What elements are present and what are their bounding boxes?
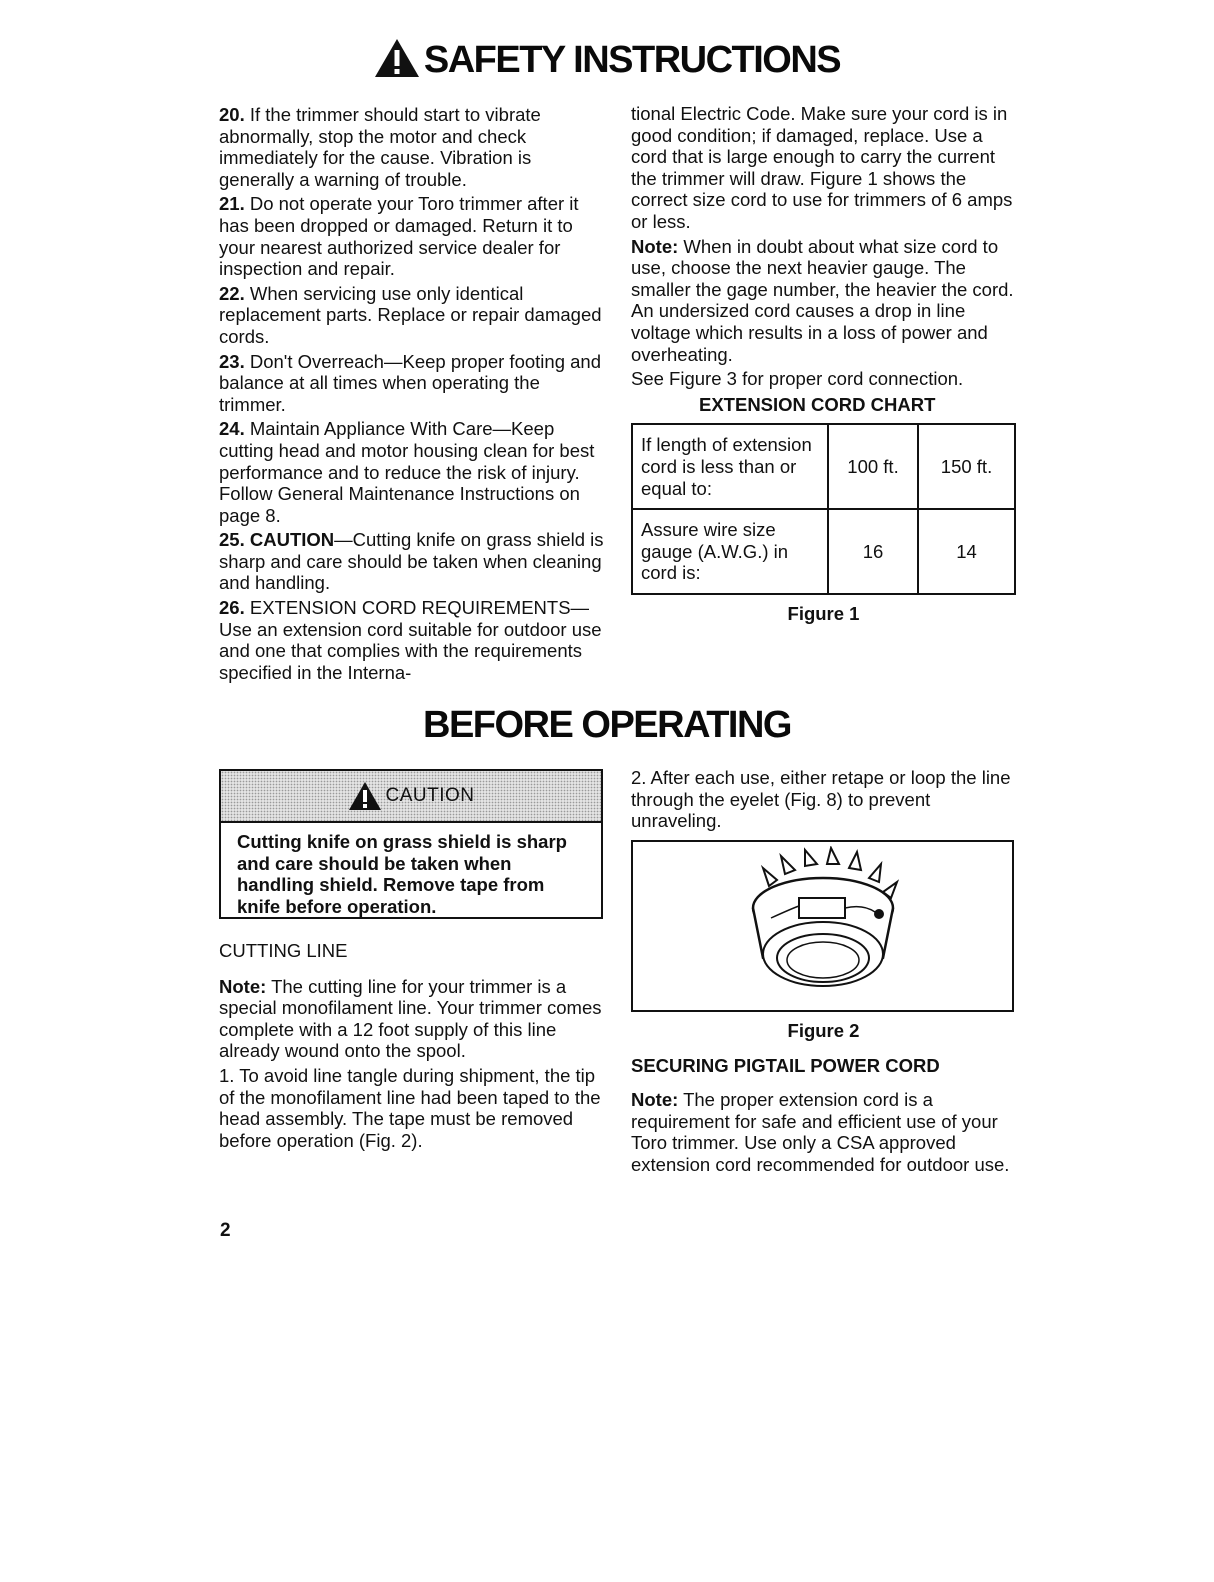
safety-item-23: 23. Don't Overreach—Keep proper footing and balance at all times when operating the trimmer. bbox=[219, 350, 601, 415]
table-row bbox=[632, 424, 1015, 509]
caution-label: CAUTION bbox=[385, 785, 475, 806]
step-1: 1. To avoid line tangle during shipment, the tip of the monofilament line had been taped to the head assembly. The tape must be removed before operation (Fig. 2). bbox=[219, 1064, 601, 1151]
cutting-line-heading: CUTTING LINE bbox=[219, 940, 348, 961]
before-right-column bbox=[631, 767, 1016, 1178]
before-operating-heading: BEFORE OPERATING bbox=[423, 704, 791, 746]
extension-cord-chart-title: EXTENSION CORD CHART bbox=[699, 393, 936, 415]
safety-item-24: 24. Maintain Appliance With Care—Keep cutting head and motor housing clean for best performance and to reduce the risk of injury. Follow General Maintenance Instructions on page 8. bbox=[219, 418, 595, 526]
figure-2-frame bbox=[631, 840, 1014, 1012]
safety-title: SAFETY INSTRUCTIONS bbox=[423, 39, 841, 81]
safety-item-26: 26. EXTENSION CORD REQUIREMENTS—Use an extension cord suitable for outdoor use and one that complies with the requirements specified in the Interna- bbox=[219, 597, 602, 683]
extension-cord-table bbox=[631, 423, 1016, 595]
table-cell-gauge-label: Assure wire size gauge (A.W.G.) in cord is: bbox=[632, 509, 828, 594]
see-figure-3: See Figure 3 for proper cord connection. bbox=[631, 368, 964, 390]
table-cell-length-100: 100 ft. bbox=[828, 424, 918, 509]
caution-text: Cutting knife on grass shield is sharp and care should be taken when handling shield. Remove tape from knife before operation. bbox=[237, 831, 567, 917]
safety-item-21: 21. Do not operate your Toro trimmer after it has been dropped or damaged. Return it to your nearest authorized service dealer for inspection and repair. bbox=[219, 193, 579, 280]
warning-triangle-icon bbox=[348, 781, 382, 811]
trimmer-head-illustration bbox=[723, 846, 923, 1006]
safety-instructions-heading bbox=[0, 38, 1214, 82]
caution-box bbox=[219, 769, 603, 919]
safety-item-22: 22. When servicing use only identical replacement parts. Replace or repair damaged cords. bbox=[219, 282, 602, 347]
cutting-line-note: Note: The cutting line for your trimmer is a special monofilament line. Your trimmer comes complete with a 12 foot supply of this line already wound onto the spool. bbox=[219, 975, 602, 1062]
table-cell-gauge-16: 16 bbox=[828, 509, 918, 594]
securing-pigtail-heading: SECURING PIGTAIL POWER CORD bbox=[631, 1055, 940, 1077]
securing-note: Note: The proper extension cord is a requirement for safe and efficient use of your Toro trimmer. Use only a CSA approved extension cord recommended for outdoor use. bbox=[631, 1088, 1010, 1175]
caution-header bbox=[221, 771, 601, 823]
before-left-column bbox=[219, 940, 605, 1154]
note-paragraph: Note: When in doubt about what size cord to use, choose the next heavier gauge. The smaller the gage number, the heavier the cord. An undersized cord causes a drop in line voltage which results in a loss of power and overheating. bbox=[631, 235, 1014, 365]
figure-2-caption: Figure 2 bbox=[787, 1019, 860, 1041]
warning-triangle-icon bbox=[374, 38, 420, 78]
safety-item-20: 20. If the trimmer should start to vibrate abnormally, stop the motor and check immediately for the cause. Vibration is generally a warning of trouble. bbox=[219, 104, 541, 190]
table-cell-length-label: If length of extension cord is less than or equal to: bbox=[632, 424, 828, 509]
step-2: 2. After each use, either retape or loop the line through the eyelet (Fig. 8) to prevent unraveling. bbox=[631, 767, 1011, 832]
page-number: 2 bbox=[220, 1220, 231, 1241]
table-row bbox=[632, 509, 1015, 594]
table-cell-length-150: 150 ft. bbox=[918, 424, 1015, 509]
table-cell-gauge-14: 14 bbox=[918, 509, 1015, 594]
safety-left-column bbox=[219, 104, 605, 686]
note-label: Note: bbox=[631, 235, 679, 257]
safety-item-25: 25. CAUTION—Cutting knife on grass shield is sharp and care should be taken when cleaning and handling. bbox=[219, 529, 604, 594]
electric-code-paragraph: tional Electric Code. Make sure your cord is in good condition; if damaged, replace. Use a cord that is large enough to carry the current the trimmer will draw. Figure 1 shows the correct size cord to use for trimmers of 6 amps or less. bbox=[631, 103, 1013, 232]
figure-1-caption: Figure 1 bbox=[787, 602, 860, 624]
safety-right-column bbox=[631, 103, 1016, 624]
